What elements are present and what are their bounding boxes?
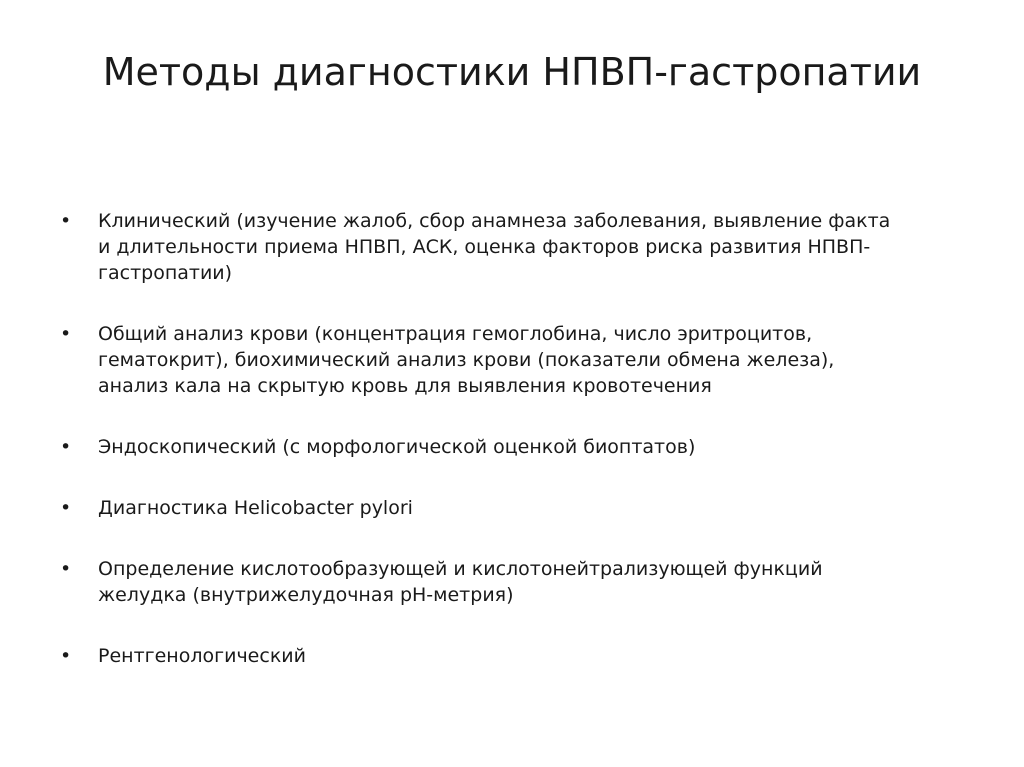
list-item — [60, 495, 960, 521]
bullet-icon: • — [60, 210, 72, 232]
list-item — [60, 434, 960, 460]
slide-title: Методы диагностики НПВП-гастропатии — [102, 50, 922, 94]
list-item-text: Клинический (изучение жалоб, сбор анамнеза заболевания, выявление факта и длительности приема НПВП, АСК, оценка факторов риска развития НПВП- гастропатии) — [98, 210, 891, 284]
list-item — [60, 321, 960, 399]
list-item — [60, 643, 960, 669]
list-item — [60, 208, 960, 286]
bullet-icon: • — [60, 497, 72, 519]
list-item — [60, 556, 960, 608]
list-item-text: Эндоскопический (с морфологической оценкой биоптатов) — [98, 436, 696, 458]
list-item-text: Диагностика Helicobacter pylori — [98, 497, 413, 519]
list-item-text: Определение кислотообразующей и кислотонейтрализующей функций желудка (внутрижелудочная pH-метрия) — [98, 558, 823, 606]
list-item-text: Рентгенологический — [98, 645, 306, 667]
bullet-icon: • — [60, 558, 72, 580]
list-item-text: Общий анализ крови (концентрация гемоглобина, число эритроцитов, гематокрит), биохимический анализ крови (показатели обмена железа), анализ кала на скрытую кровь для выявления кровотечения — [98, 323, 835, 397]
bullet-icon: • — [60, 323, 72, 345]
bullet-icon: • — [60, 436, 72, 458]
bullet-list — [60, 208, 960, 704]
bullet-icon: • — [60, 645, 72, 667]
